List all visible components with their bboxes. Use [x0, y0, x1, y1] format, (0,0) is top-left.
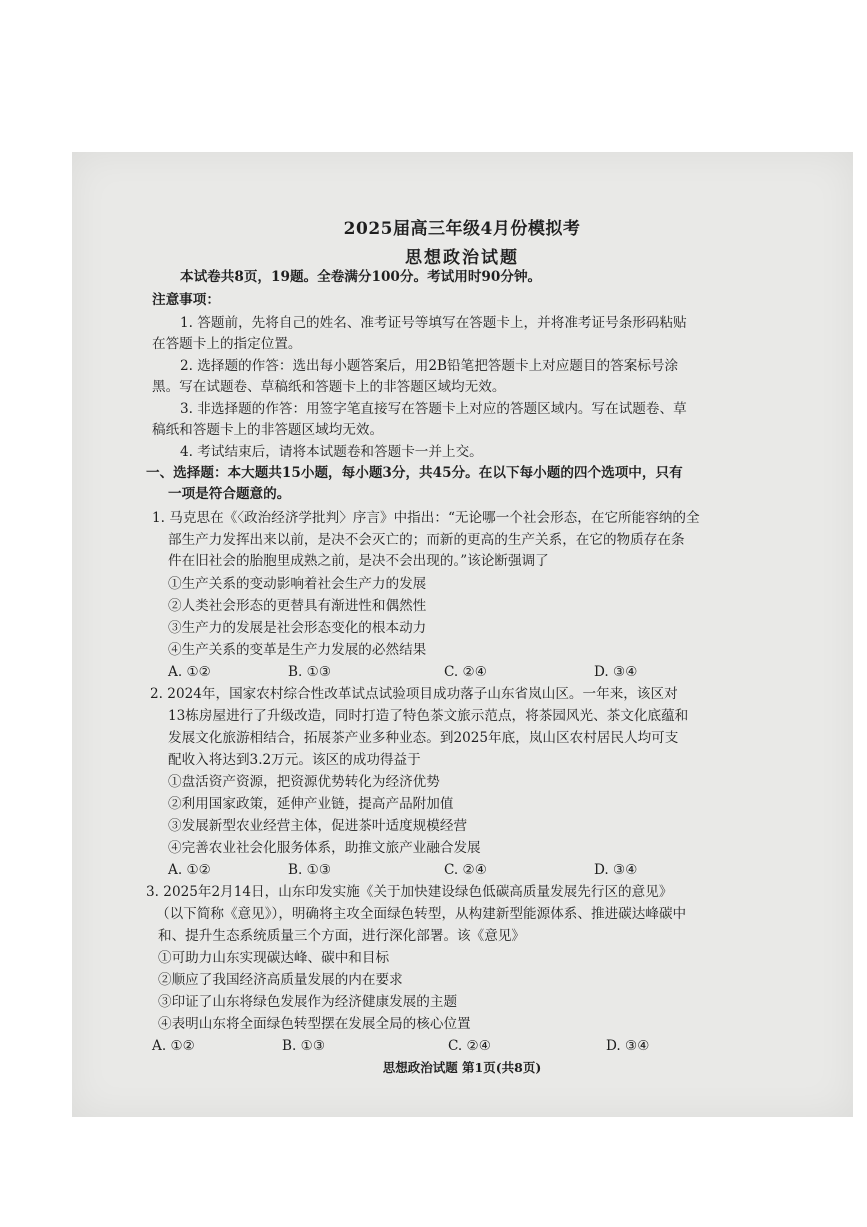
question-stem: 2. 2024年，国家农村综合性改革试点试验项目成功落子山东省岚山区。一年来，该区对: [150, 686, 678, 702]
statement: ③印证了山东将绿色发展作为经济健康发展的主题: [158, 994, 458, 1010]
option-c: C. ②④: [444, 862, 487, 878]
note-line: 稿纸和答题卡上的非答题区域均无效。: [152, 422, 384, 438]
question-stem: 13栋房屋进行了升级改造，同时打造了特色茶文旅示范点，将茶园风光、茶文化底蕴和: [168, 708, 689, 724]
exam-page: [72, 152, 853, 1117]
page-footer: 思想政治试题 第1页(共8页): [382, 1060, 542, 1075]
statement: ①生产关系的变动影响着社会生产力的发展: [168, 576, 427, 592]
note-line: 3. 非选择题的作答：用签字笔直接写在答题卡上对应的答题区域内。写在试题卷、草: [180, 401, 687, 417]
question-stem: 配收入将达到3.2万元。该区的成功得益于: [168, 752, 421, 768]
section-heading: 一项是符合题意的。: [168, 486, 291, 502]
option-d: D. ③④: [594, 862, 638, 878]
statement: ②顺应了我国经济高质量发展的内在要求: [158, 972, 403, 988]
note-line: 黑。写在试题卷、草稿纸和答题卡上的非答题区域均无效。: [152, 379, 506, 395]
statement: ④生产关系的变革是生产力发展的必然结果: [168, 642, 427, 658]
statement: ④表明山东将全面绿色转型摆在发展全局的核心位置: [158, 1016, 471, 1032]
question-stem: 件在旧社会的胎胞里成熟之前，是决不会出现的。”该论断强调了: [168, 553, 549, 569]
question-stem: 部生产力发挥出来以前，是决不会灭亡的；而新的更高的生产关系，在它的物质存在条: [168, 532, 685, 548]
statement: ③发展新型农业经营主体，促进茶叶适度规模经营: [168, 818, 468, 834]
option-a: A. ①②: [168, 862, 211, 878]
note-line: 1. 答题前，先将自己的姓名、准考证号等填写在答题卡上，并将准考证号条形码粘贴: [180, 315, 687, 331]
option-b: B. ①③: [282, 1038, 326, 1054]
question-stem: 3. 2025年2月14日，山东印发实施《关于加快建设绿色低碳高质量发展先行区的意见》: [146, 884, 673, 900]
statement: ③生产力的发展是社会形态变化的根本动力: [168, 620, 427, 636]
option-d: D. ③④: [594, 664, 638, 680]
question-stem: 1. 马克思在《〈政治经济学批判〉序言》中指出：“无论哪一个社会形态，在它所能容纳的全: [152, 510, 700, 526]
question-stem: 和、提升生态系统质量三个方面，进行深化部署。该《意见》: [158, 928, 526, 944]
exam-title: 2025届高三年级4月份模拟考: [343, 219, 581, 239]
notes-heading: 注意事项：: [152, 292, 220, 308]
statement: ②利用国家政策，延伸产业链，提高产品附加值: [168, 796, 454, 812]
statement: ④完善农业社会化服务体系，助推文旅产业融合发展: [168, 840, 481, 856]
note-line: 在答题卡上的指定位置。: [152, 336, 302, 352]
statement: ①盘活资产资源，把资源优势转化为经济优势: [168, 774, 440, 790]
option-b: B. ①③: [288, 664, 332, 680]
section-heading: 一、选择题：本大题共15小题，每小题3分，共45分。在以下每小题的四个选项中，只有: [146, 465, 683, 481]
option-c: C. ②④: [448, 1038, 491, 1054]
statement: ②人类社会形态的更替具有渐进性和偶然性: [168, 598, 427, 614]
statement: ①可助力山东实现碳达峰、碳中和目标: [158, 950, 390, 966]
option-a: A. ①②: [168, 664, 211, 680]
note-line: 2. 选择题的作答：选出每小题答案后，用2B铅笔把答题卡上对应题目的答案标号涂: [180, 358, 679, 374]
option-d: D. ③④: [606, 1038, 650, 1054]
question-stem: （以下简称《意见》），明确将主攻全面绿色转型，从构建新型能源体系、推进碳达峰碳中: [156, 906, 687, 922]
subject-title: 思想政治试题: [405, 248, 519, 268]
option-a: A. ①②: [152, 1038, 195, 1054]
option-b: B. ①③: [288, 862, 332, 878]
question-stem: 发展文化旅游相结合，拓展茶产业多种业态。到2025年底，岚山区农村居民人均可支: [168, 730, 679, 746]
option-c: C. ②④: [444, 664, 487, 680]
exam-intro: 本试卷共8页，19题。全卷满分100分。考试用时90分钟。: [180, 269, 542, 285]
note-line: 4. 考试结束后，请将本试题卷和答题卡一并上交。: [180, 444, 483, 460]
